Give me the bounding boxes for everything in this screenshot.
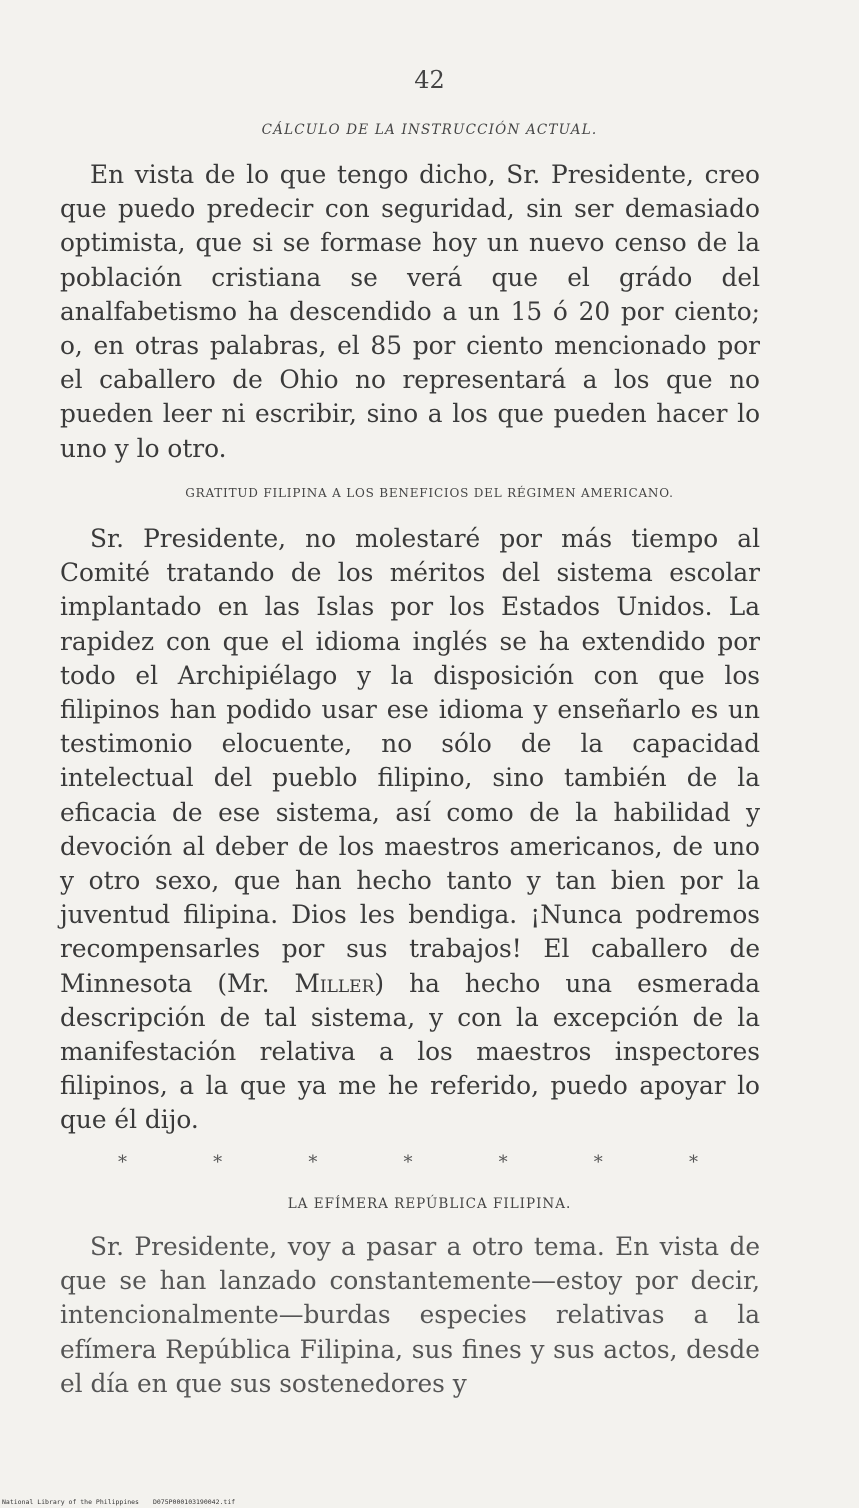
name-miller: Miller (294, 968, 375, 998)
page-number: 42 (414, 66, 445, 94)
asterisk: * (688, 1152, 698, 1173)
asterisk: * (118, 1152, 127, 1173)
paragraph-text (60, 522, 760, 1138)
section-break-asterisks (118, 1152, 698, 1173)
asterisk: * (308, 1152, 318, 1173)
section-heading-republica: LA EFÍMERA REPÚBLICA FILIPINA. (287, 1196, 572, 1212)
paragraph-sistema-escolar (60, 522, 760, 1138)
asterisk: * (593, 1152, 603, 1173)
section-heading-calculo: CÁLCULO DE LA INSTRUCCIÓN ACTUAL. (261, 122, 598, 138)
paragraph-text-part: ) ha hecho una esmerada descripción de tal sistema, y con la excepción de la manifestación relativa a los maestros inspectores filipinos, a la que ya me he referido, puedo apoyar lo que él dijo. (60, 968, 761, 1135)
asterisk: * (213, 1152, 223, 1173)
paragraph-text: En vista de lo que tengo dicho, Sr. Presidente, creo que puedo predecir con seguridad, sin ser demasiado optimista, que si se formase hoy un nuevo censo de la población cristiana se verá que el grádo del analfabetismo ha descendido a un 15 ó 20 por ciento; o, en otras palabras, el 85 por ciento mencionado por el caballero de Ohio no representará a los que no pueden leer ni escribir, sino a los que pueden hacer lo uno y lo otro. (60, 160, 760, 463)
asterisk: * (498, 1152, 508, 1173)
footer-file: D075P000103190042.tif (152, 1498, 236, 1506)
paragraph-analfabetismo (60, 158, 760, 466)
paragraph-text: Sr. Presidente, voy a pasar a otro tema. En vista de que se han lanzado constantemente—estoy por decir, intencionalmente—burdas especies relativas a la efímera República Filipina, sus fines y sus actos, desde el día en que sus sostenedores y (60, 1232, 760, 1398)
paragraph-text-part: Sr. Presidente, no molestaré por más tiempo al Comité tratando de los méritos del sistema escolar implantado en las Islas por los Estados Unidos. La rapidez con que el idioma inglés se ha extendido por todo el Archipiélago y la disposición con que los filipinos han podido usar ese idioma y enseñarlo es un testimonio elocuente, no sólo de la capacidad intelectual del pueblo filipino, sino también de la eficacia de ese sistema, así como de la habilidad y devoción al deber de los maestros americanos, de uno y otro sexo, que han hecho tanto y tan bien por la juventud filipina. Dios les bendiga. ¡Nunca podremos recompensarles por sus trabajos! El caballero de Minnesota (Mr. (60, 524, 760, 998)
footer-library: National Library of the Philippines (2, 1498, 139, 1506)
paragraph-republica (60, 1230, 760, 1401)
section-heading-gratitud: GRATITUD FILIPINA A LOS BENEFICIOS DEL RÉGIMEN AMERICANO. (185, 486, 674, 500)
asterisk: * (403, 1152, 413, 1173)
scan-footer (2, 1498, 235, 1506)
